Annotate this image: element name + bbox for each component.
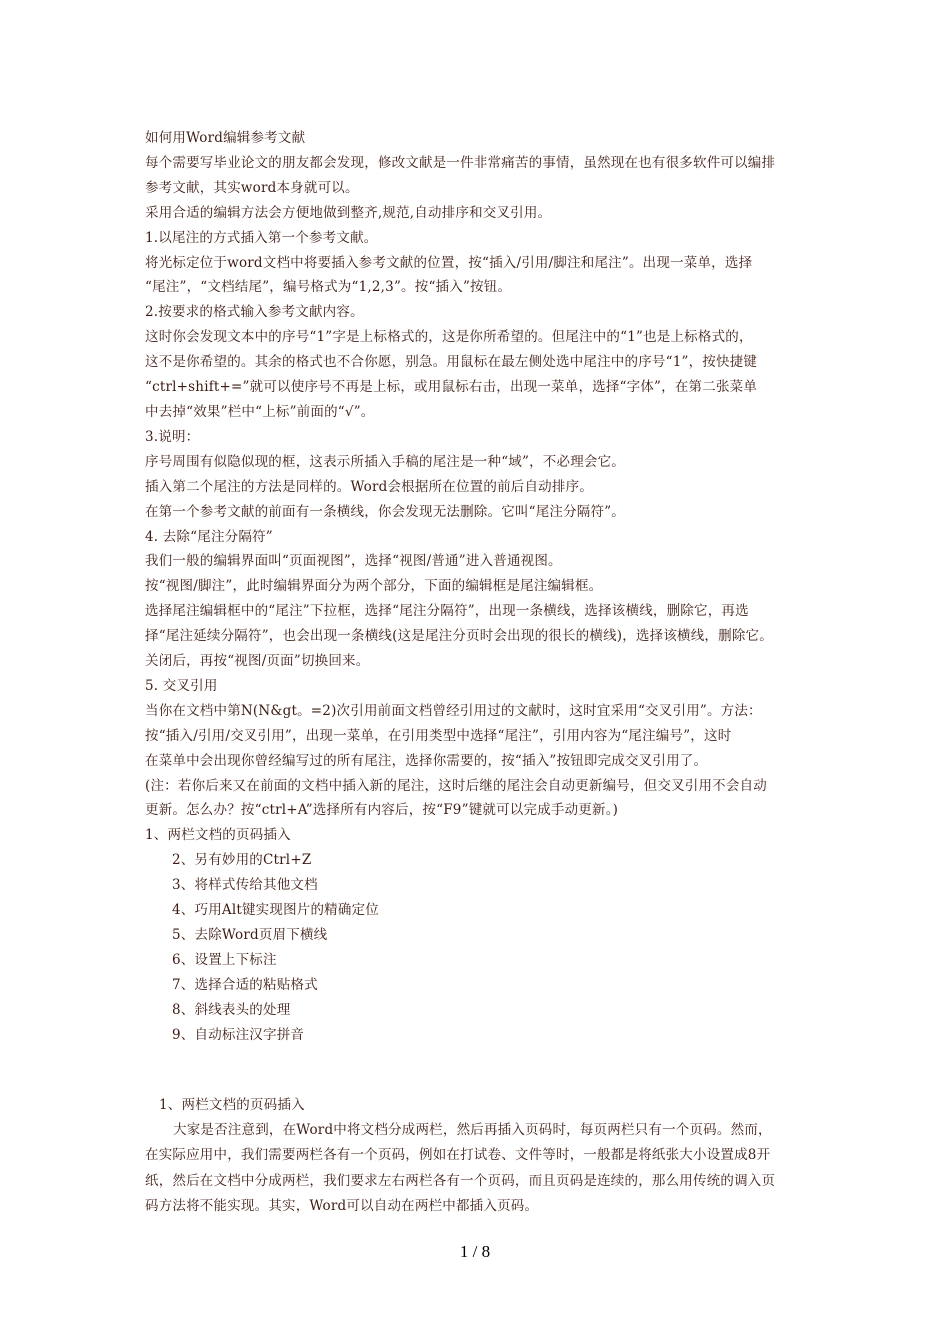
paragraph-line: 插入第二个尾注的方法是同样的。Word会根据所在位置的前后自动排序。 bbox=[145, 478, 593, 495]
paragraph-line: (注：若你后来又在前面的文档中插入新的尾注，这时后继的尾注会自动更新编号，但交叉引用不会自动 bbox=[145, 777, 767, 794]
paragraph-line: 纸，然后在文档中分成两栏，我们要求左右两栏各有一个页码，而且页码是连续的，那么用传统的调入页 bbox=[145, 1172, 776, 1189]
paragraph-line: 在实际应用中，我们需要两栏各有一个页码，例如在打试卷、文件等时，一般都是将纸张大小设置成8开 bbox=[145, 1147, 771, 1164]
paragraph-line: 这不是你希望的。其余的格式也不合你愿，别急。用鼠标在最左侧处选中尾注中的序号“1”，按快捷键 bbox=[145, 354, 758, 371]
paragraph-line: 更新。怎么办？按“ctrl+A”选择所有内容后，按“F9”键就可以完成手动更新。) bbox=[145, 802, 619, 819]
paragraph-line: 序号周围有似隐似现的框，这表示所插入手稿的尾注是一种“域”，不必理会它。 bbox=[145, 453, 626, 470]
toc-item: 2、另有妙用的Ctrl+Z bbox=[172, 852, 312, 869]
section-heading: 4. 去除“尾注分隔符” bbox=[145, 528, 273, 545]
paragraph-line: 按“插入/引用/交叉引用”，出现一菜单，在引用类型中选择“尾注”，引用内容为“尾注编号”，这时 bbox=[145, 727, 732, 744]
toc-item: 3、将样式传给其他文档 bbox=[172, 877, 318, 894]
paragraph-line: 采用合适的编辑方法会方便地做到整齐,规范,自动排序和交叉引用。 bbox=[145, 204, 552, 221]
section-title: 1、两栏文档的页码插入 bbox=[159, 1097, 305, 1113]
paragraph-line: 我们一般的编辑界面叫“页面视图”，选择“视图/普通”进入普通视图。 bbox=[145, 553, 562, 570]
document-body bbox=[145, 126, 815, 1048]
section-heading: 1.以尾注的方式插入第一个参考文献。 bbox=[145, 229, 378, 246]
paragraph-line: “尾注”，“文档结尾”，编号格式为“1,2,3”。按“插入”按钮。 bbox=[145, 279, 512, 296]
paragraph-line: 将光标定位于word文档中将要插入参考文献的位置，按“插入/引用/脚注和尾注”。出现一菜单，选择 bbox=[145, 254, 753, 271]
paragraph-line: 按“视图/脚注”，此时编辑界面分为两个部分，下面的编辑框是尾注编辑框。 bbox=[145, 578, 603, 595]
toc-item: 6、设置上下标注 bbox=[172, 951, 277, 968]
paragraph-line: 参考文献，其实word本身就可以。 bbox=[145, 179, 359, 196]
paragraph-line: 在菜单中会出现你曾经编写过的所有尾注，选择你需要的，按“插入”按钮即完成交叉引用了。 bbox=[145, 752, 708, 769]
paragraph-line: 大家是否注意到，在Word中将文档分成两栏，然后再插入页码时，每页两栏只有一个页码。然而， bbox=[173, 1122, 772, 1139]
doc-title: 如何用Word编辑参考文献 bbox=[145, 130, 306, 146]
toc-item: 9、自动标注汉字拼音 bbox=[172, 1026, 305, 1043]
paragraph-line: 择“尾注延续分隔符”，也会出现一条横线(这是尾注分页时会出现的很长的横线)，选择该横线，删除它。 bbox=[145, 628, 773, 645]
section-two-columns-page-numbers bbox=[145, 1093, 815, 1219]
paragraph-line: 在第一个参考文献的前面有一条横线，你会发现无法删除。它叫“尾注分隔符”。 bbox=[145, 503, 626, 520]
page-number: 1 / 8 bbox=[459, 1242, 491, 1261]
toc-item: 5、去除Word页眉下横线 bbox=[172, 927, 328, 943]
section-heading: 2.按要求的格式输入参考文献内容。 bbox=[145, 304, 364, 321]
paragraph-line: “ctrl+shift+=”就可以使序号不再是上标，或用鼠标右击，出现一菜单，选择“字体”，在第二张菜单 bbox=[145, 379, 758, 396]
toc-item: 4、巧用Alt键实现图片的精确定位 bbox=[172, 902, 379, 919]
paragraph-line: 当你在文档中第N(N&gt。=2)次引用前面文档曾经引用过的文献时，这时宜采用“交叉引用”。方法： bbox=[145, 702, 762, 719]
paragraph-line: 关闭后，再按“视图/页面”切换回来。 bbox=[145, 653, 370, 670]
toc-item: 8、斜线表头的处理 bbox=[172, 1001, 291, 1018]
paragraph-line: 每个需要写毕业论文的朋友都会发现，修改文献是一件非常痛苦的事情，虽然现在也有很多软件可以编排 bbox=[145, 154, 776, 171]
section-heading: 3.说明： bbox=[145, 428, 200, 445]
toc-item: 1、两栏文档的页码插入 bbox=[145, 827, 291, 844]
section-heading: 5. 交叉引用 bbox=[145, 677, 218, 694]
paragraph-line: 选择尾注编辑框中的“尾注”下拉框，选择“尾注分隔符”，出现一条横线，选择该横线，删除它，再选 bbox=[145, 603, 749, 620]
paragraph-line: 码方法将不能实现。其实，Word可以自动在两栏中都插入页码。 bbox=[145, 1197, 539, 1214]
paragraph-line: 这时你会发现文本中的序号“1”字是上标格式的，这是你所希望的。但尾注中的“1”也是上标格式的， bbox=[145, 329, 753, 346]
toc-item: 7、选择合适的粘贴格式 bbox=[172, 976, 318, 993]
paragraph-line: 中去掉“效果”栏中“上标”前面的“√”。 bbox=[145, 403, 375, 420]
